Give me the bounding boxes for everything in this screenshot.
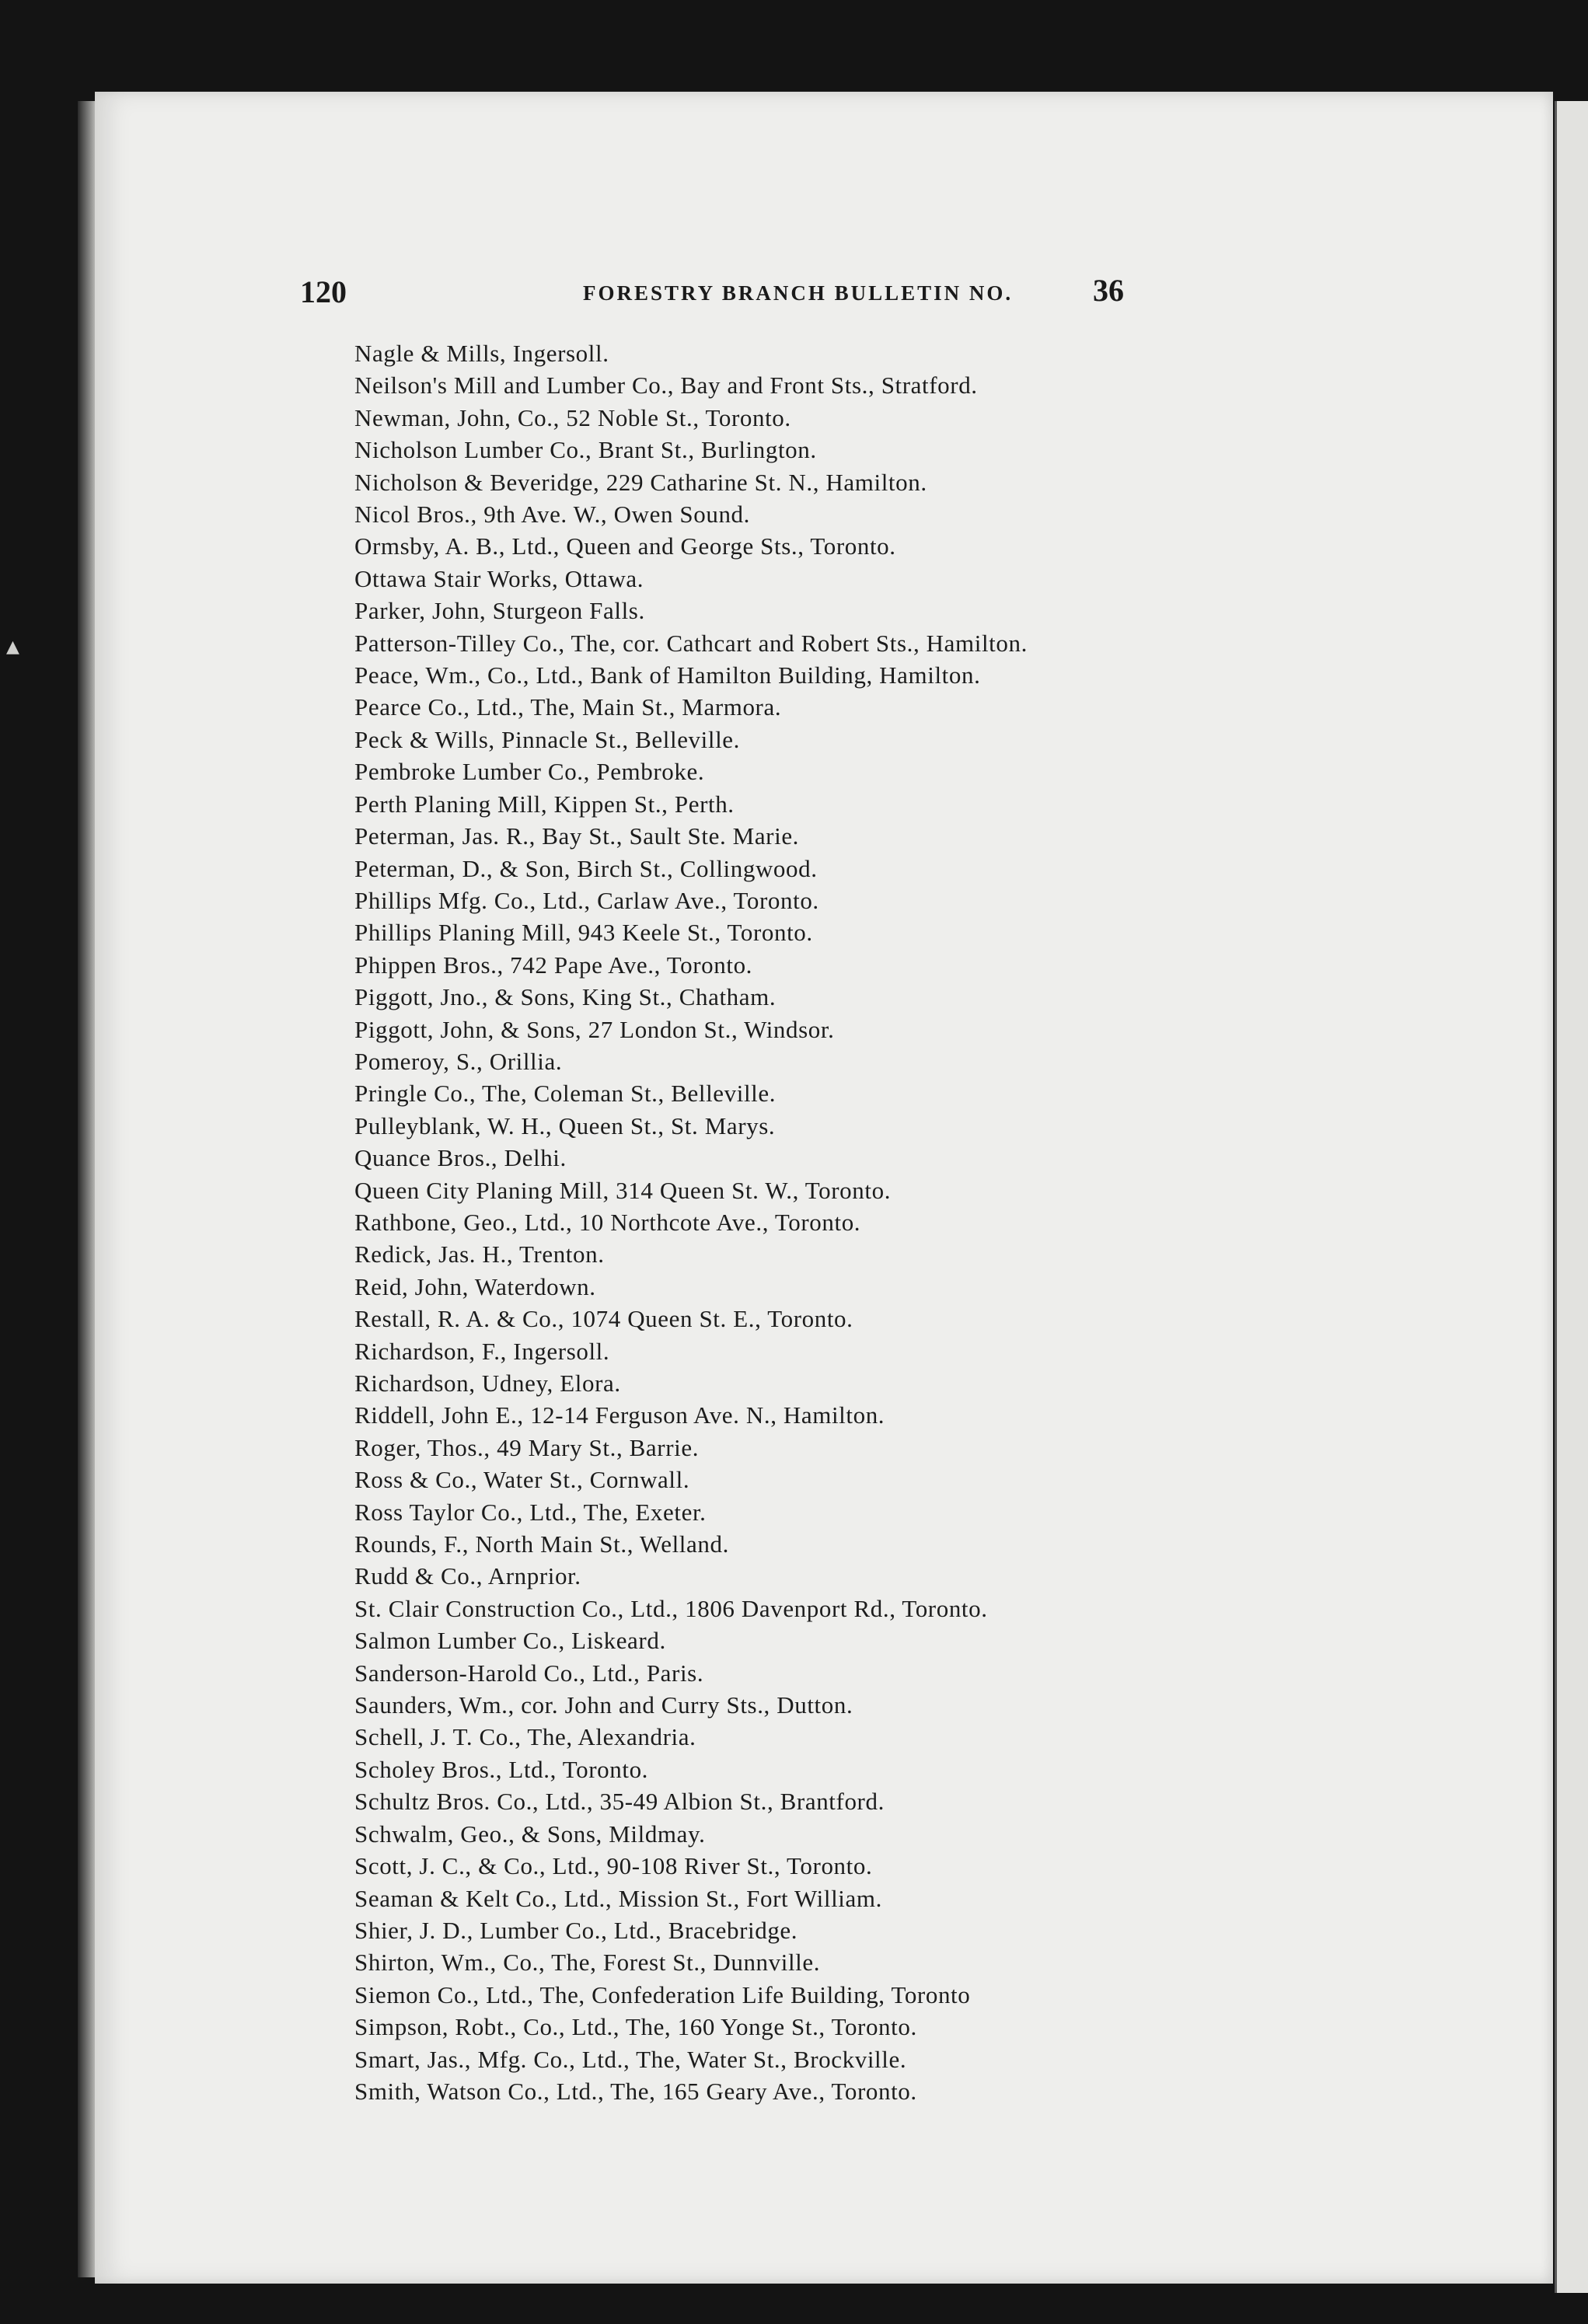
list-item: Nicholson & Beveridge, 229 Catharine St. N., Hamilton. bbox=[354, 468, 927, 496]
list-item: Roger, Thos., 49 Mary St., Barrie. bbox=[354, 1433, 700, 1461]
list-item: Piggott, John, & Sons, 27 London St., Windsor. bbox=[354, 1015, 835, 1043]
list-item: Neilson's Mill and Lumber Co., Bay and Front Sts., Stratford. bbox=[354, 372, 978, 400]
list-item: Rudd & Co., Arnprior. bbox=[354, 1562, 581, 1590]
list-item: Phillips Planing Mill, 943 Keele St., Toronto. bbox=[354, 919, 813, 947]
list-item: Ross Taylor Co., Ltd., The, Exeter. bbox=[354, 1498, 707, 1526]
list-item: Simpson, Robt., Co., Ltd., The, 160 Yonge St., Toronto. bbox=[354, 2013, 917, 2041]
list-item: Scholey Bros., Ltd., Toronto. bbox=[354, 1755, 649, 1783]
list-item: Pembroke Lumber Co., Pembroke. bbox=[354, 758, 705, 786]
list-item: Ross & Co., Water St., Cornwall. bbox=[354, 1466, 690, 1494]
list-item: Redick, Jas. H., Trenton. bbox=[354, 1241, 605, 1268]
list-item: Peterman, D., & Son, Birch St., Collingwood. bbox=[354, 854, 818, 882]
list-item: Nicholson Lumber Co., Brant St., Burlington. bbox=[354, 436, 817, 464]
list-item: Peck & Wills, Pinnacle St., Belleville. bbox=[354, 725, 740, 753]
list-item: Seaman & Kelt Co., Ltd., Mission St., Fort William. bbox=[354, 1884, 882, 1912]
list-item: Saunders, Wm., cor. John and Curry Sts., Dutton. bbox=[354, 1691, 853, 1719]
list-item: Piggott, Jno., & Sons, King St., Chatham. bbox=[354, 983, 777, 1011]
list-item: Riddell, John E., 12-14 Ferguson Ave. N., Hamilton. bbox=[354, 1401, 885, 1429]
list-item: Phillips Mfg. Co., Ltd., Carlaw Ave., Toronto. bbox=[354, 886, 819, 914]
list-item: Ormsby, A. B., Ltd., Queen and George Sts., Toronto. bbox=[354, 532, 896, 560]
list-item: Nicol Bros., 9th Ave. W., Owen Sound. bbox=[354, 501, 751, 529]
running-title: FORESTRY BRANCH BULLETIN NO. bbox=[583, 281, 1014, 305]
list-item: St. Clair Construction Co., Ltd., 1806 Davenport Rd., Toronto. bbox=[354, 1594, 988, 1622]
list-item: Parker, John, Sturgeon Falls. bbox=[354, 597, 645, 625]
film-speck-mark: ▲ bbox=[6, 637, 19, 657]
list-item: Siemon Co., Ltd., The, Confederation Life Building, Toronto bbox=[354, 1980, 971, 2008]
page-header bbox=[300, 274, 1124, 320]
list-item: Rathbone, Geo., Ltd., 10 Northcote Ave., Toronto. bbox=[354, 1208, 861, 1236]
directory-list bbox=[354, 337, 1287, 2107]
list-item: Pomeroy, S., Orillia. bbox=[354, 1047, 563, 1075]
list-item: Patterson-Tilley Co., The, cor. Cathcart and Robert Sts., Hamilton. bbox=[354, 629, 1028, 657]
list-item: Queen City Planing Mill, 314 Queen St. W., Toronto. bbox=[354, 1176, 892, 1204]
page-number: 120 bbox=[300, 274, 347, 309]
list-item: Schell, J. T. Co., The, Alexandria. bbox=[354, 1723, 696, 1751]
list-item: Pulleyblank, W. H., Queen St., St. Marys. bbox=[354, 1111, 776, 1139]
list-item: Restall, R. A. & Co., 1074 Queen St. E., Toronto. bbox=[354, 1305, 853, 1333]
list-item: Sanderson-Harold Co., Ltd., Paris. bbox=[354, 1659, 704, 1687]
list-item: Quance Bros., Delhi. bbox=[354, 1144, 567, 1172]
list-item: Pearce Co., Ltd., The, Main St., Marmora. bbox=[354, 693, 782, 721]
list-item: Smith, Watson Co., Ltd., The, 165 Geary Ave., Toronto. bbox=[354, 2077, 917, 2105]
list-item: Ottawa Stair Works, Ottawa. bbox=[354, 564, 644, 592]
list-item: Schultz Bros. Co., Ltd., 35-49 Albion St., Brantford. bbox=[354, 1788, 885, 1816]
list-item: Peace, Wm., Co., Ltd., Bank of Hamilton Building, Hamilton. bbox=[354, 661, 981, 689]
list-item: Schwalm, Geo., & Sons, Mildmay. bbox=[354, 1820, 706, 1848]
list-item: Scott, J. C., & Co., Ltd., 90-108 River St., Toronto. bbox=[354, 1852, 873, 1880]
list-item: Reid, John, Waterdown. bbox=[354, 1272, 596, 1300]
list-item: Perth Planing Mill, Kippen St., Perth. bbox=[354, 790, 735, 818]
list-item: Pringle Co., The, Coleman St., Belleville. bbox=[354, 1080, 777, 1108]
list-item: Phippen Bros., 742 Pape Ave., Toronto. bbox=[354, 951, 753, 979]
list-item: Nagle & Mills, Ingersoll. bbox=[354, 340, 609, 367]
list-item: Rounds, F., North Main St., Welland. bbox=[354, 1530, 729, 1558]
list-item: Richardson, F., Ingersoll. bbox=[354, 1337, 610, 1365]
list-item: Smart, Jas., Mfg. Co., Ltd., The, Water St., Brockville. bbox=[354, 2045, 907, 2073]
bulletin-number: 36 bbox=[1093, 273, 1124, 308]
list-item: Salmon Lumber Co., Liskeard. bbox=[354, 1627, 666, 1655]
list-item: Peterman, Jas. R., Bay St., Sault Ste. Marie. bbox=[354, 822, 800, 850]
adjacent-page-edge bbox=[1555, 101, 1588, 2293]
list-item: Shirton, Wm., Co., The, Forest St., Dunnville. bbox=[354, 1949, 821, 1977]
list-item: Newman, John, Co., 52 Noble St., Toronto. bbox=[354, 403, 791, 431]
list-item: Shier, J. D., Lumber Co., Ltd., Bracebridge. bbox=[354, 1916, 798, 1944]
list-item: Richardson, Udney, Elora. bbox=[354, 1370, 621, 1397]
